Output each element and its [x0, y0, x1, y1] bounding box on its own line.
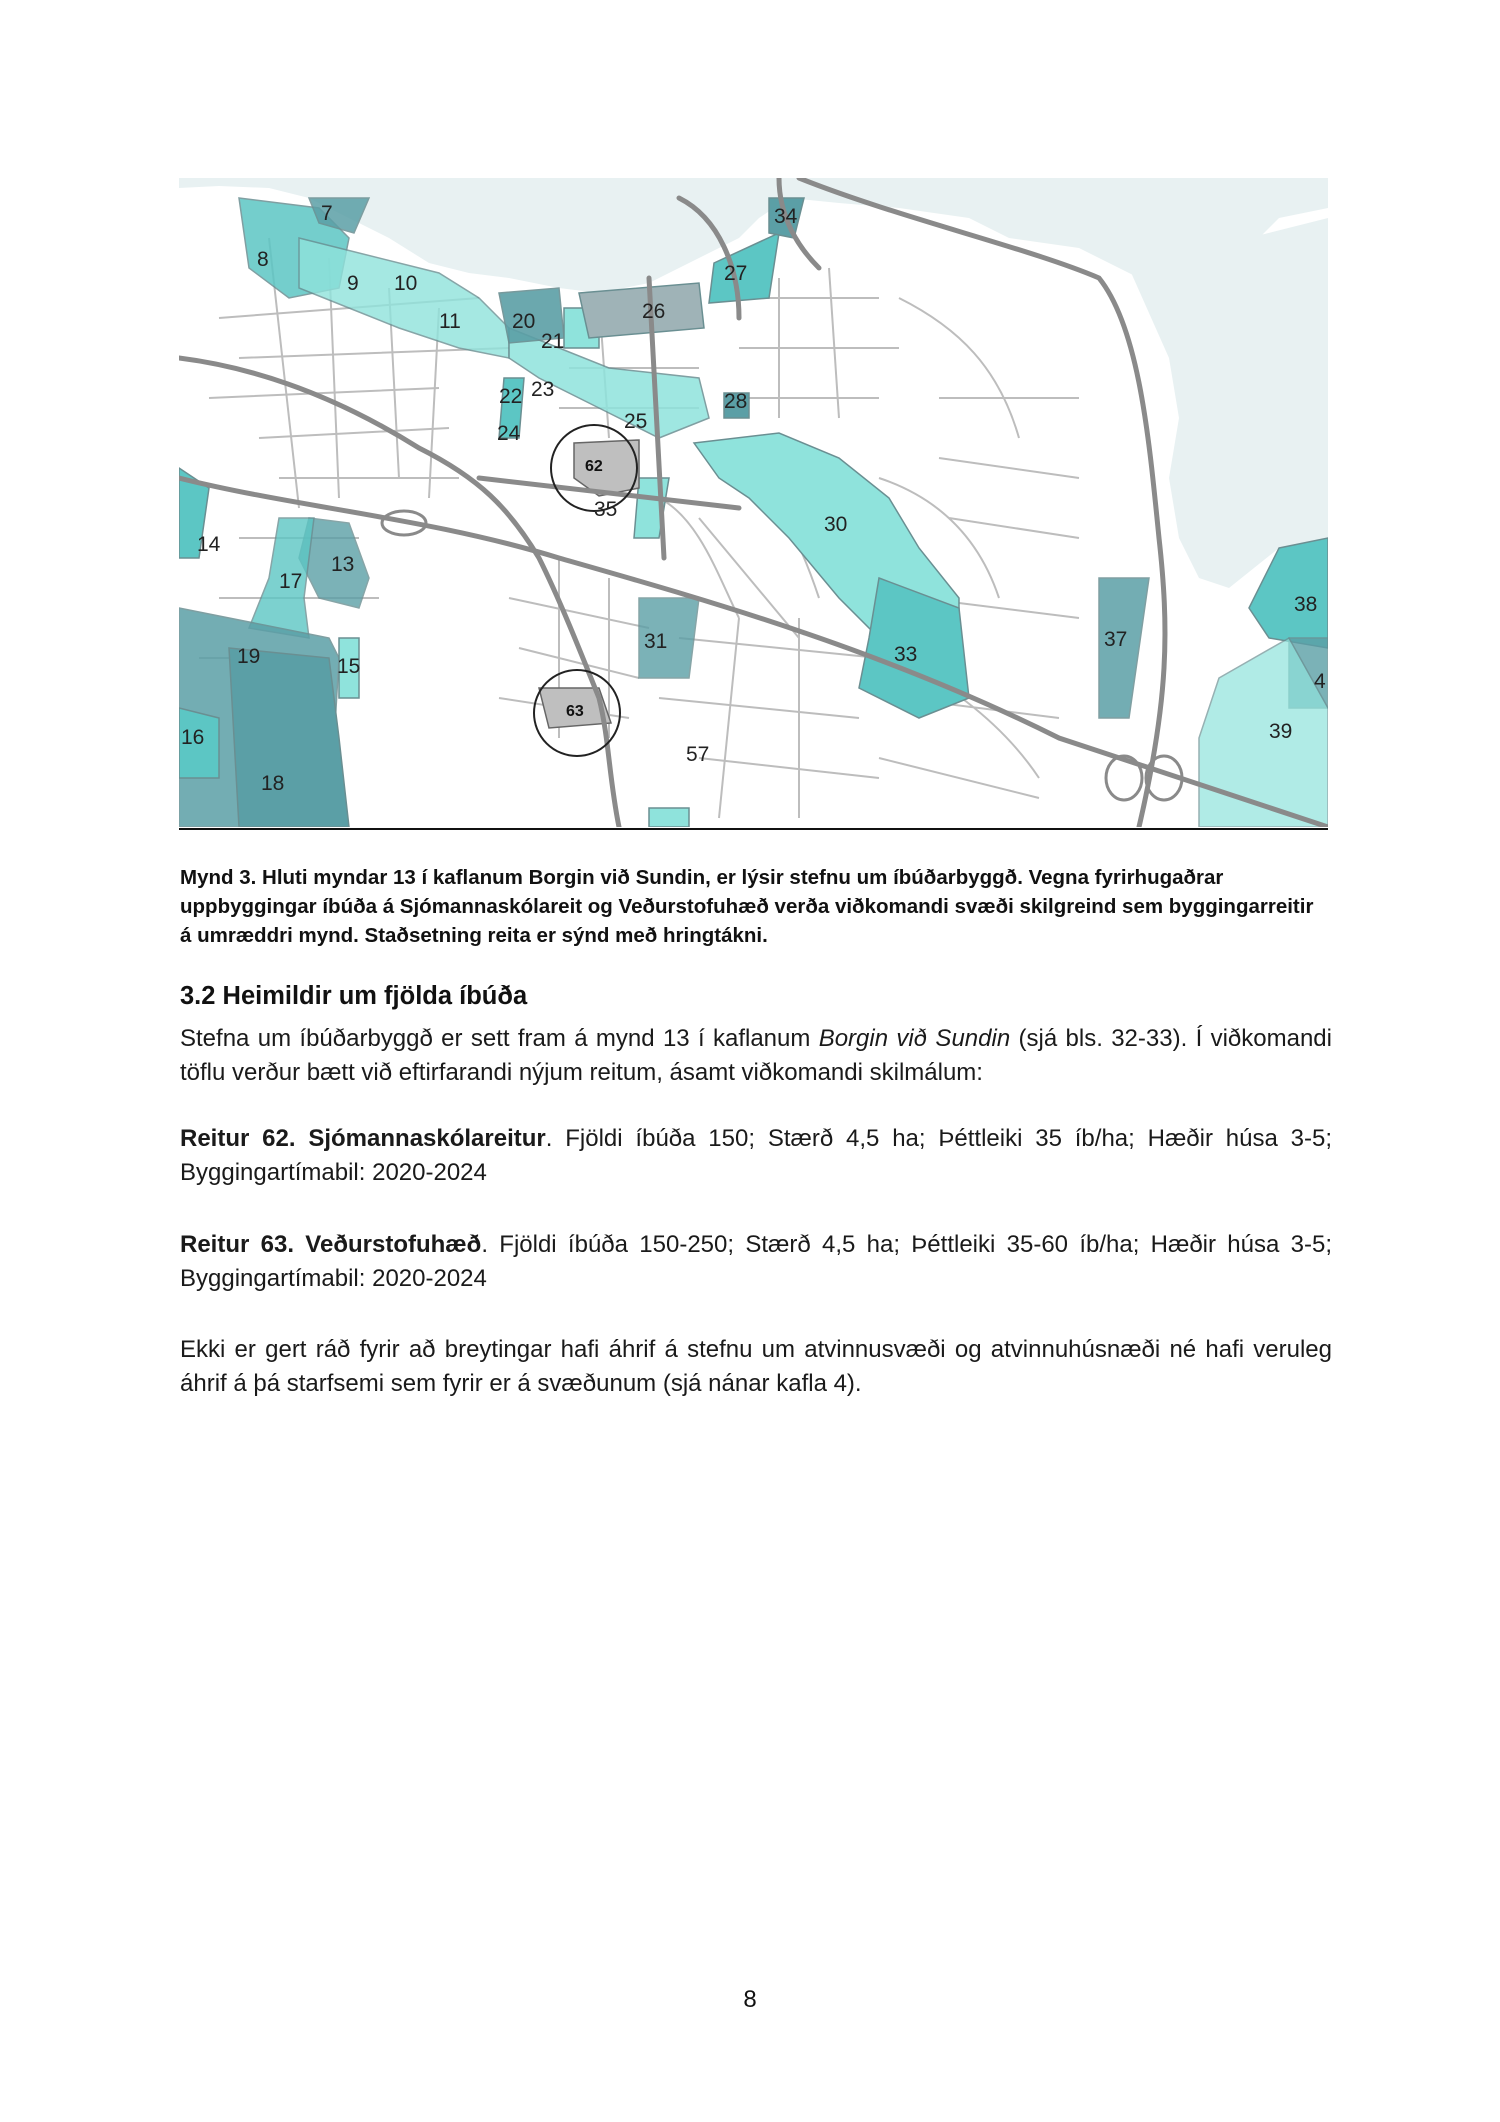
- zone-label: 38: [1294, 593, 1318, 616]
- zone-label: 26: [642, 300, 666, 323]
- zone-label: 19: [237, 645, 261, 668]
- zone-label: 7: [321, 202, 333, 225]
- zone-label: 30: [824, 513, 848, 536]
- zone-label: 8: [257, 248, 269, 271]
- zone-label: 37: [1104, 628, 1128, 651]
- reitur-62-label: Reitur 62. Sjómannaskólareitur: [180, 1125, 546, 1152]
- reitur-63-label: Reitur 63. Veðurstofuhæð: [180, 1231, 482, 1258]
- zone-label: 33: [894, 643, 918, 666]
- figure-rule: [179, 828, 1328, 830]
- zone-label: 4: [1314, 670, 1326, 693]
- intro-text: Stefna um íbúðarbyggð er sett fram á mynd 13 í kaflanum: [180, 1025, 819, 1052]
- zone-label: 31: [644, 630, 668, 653]
- zone-label: 16: [181, 726, 205, 749]
- reitur-62-paragraph: [180, 1122, 1332, 1190]
- zone-label: 27: [724, 262, 748, 285]
- zone-label: 20: [512, 310, 536, 333]
- intro-italic: Borgin við Sundin: [818, 1025, 1011, 1052]
- map-figure: [179, 178, 1328, 827]
- zone-label: 18: [261, 772, 285, 795]
- zone-label: 63: [566, 703, 584, 720]
- zone-label: 25: [624, 410, 648, 433]
- zone-label: 35: [594, 498, 618, 521]
- section-heading: 3.2 Heimildir um fjölda íbúða: [180, 982, 528, 1010]
- map-canvas: [179, 178, 1328, 827]
- zone-label: 9: [347, 272, 359, 295]
- zone-label: 22: [499, 385, 523, 408]
- zone-label: 14: [197, 533, 221, 556]
- zone-label: 23: [531, 378, 555, 401]
- zone-label: 17: [279, 570, 303, 593]
- zone-label: 39: [1269, 720, 1293, 743]
- zone-label: 28: [724, 390, 748, 413]
- figure-caption: Mynd 3. Hluti myndar 13 í kaflanum Borgin við Sundin, er lýsir stefnu um íbúðarbyggð. Vegna fyrirhugaðrar uppbyggingar íbúða á Sjómannaskólareit og Veðurstofuhæð verða viðkomandi svæði skilgreind sem byggingarreitir á umræddri mynd. Staðsetning reita er sýnd með hringtákni.: [180, 866, 1314, 947]
- reitur-63-paragraph: [180, 1228, 1332, 1296]
- zone-label: 34: [774, 205, 798, 228]
- zone-label: 10: [394, 272, 418, 295]
- zone-label: 62: [585, 458, 603, 475]
- intro-text-end: (sjá bls. 32-33). Í viðkomandi töflu verður bætt við eftirfarandi nýjum reitum, ásamt viðkomandi skilmálum:: [180, 1025, 1332, 1086]
- zone-label: 15: [337, 655, 361, 678]
- closing-paragraph: Ekki er gert ráð fyrir að breytingar hafi áhrif á stefnu um atvinnusvæði og atvinnuhúsnæði né hafi veruleg áhrif á þá starfsemi sem fyrir er á svæðunum (sjá nánar kafla 4).: [180, 1336, 1332, 1397]
- reitur-63-text: . Fjöldi íbúða 150-250; Stærð 4,5 ha; Þéttleiki 35-60 íb/ha; Hæðir húsa 3-5; Byggingartímabil: 2020-2024: [180, 1231, 1332, 1292]
- zone-label: 24: [497, 422, 521, 445]
- zone-label: 21: [541, 330, 565, 353]
- page-number: 8: [743, 1986, 757, 2013]
- zone-label: 57: [686, 743, 710, 766]
- reitur-62-text: . Fjöldi íbúða 150; Stærð 4,5 ha; Þéttleiki 35 íb/ha; Hæðir húsa 3-5; Byggingartímabil: 2020-2024: [180, 1125, 1333, 1186]
- zone-label: 11: [439, 310, 461, 333]
- intro-paragraph: [180, 1022, 1332, 1090]
- zone-label: 13: [331, 553, 355, 576]
